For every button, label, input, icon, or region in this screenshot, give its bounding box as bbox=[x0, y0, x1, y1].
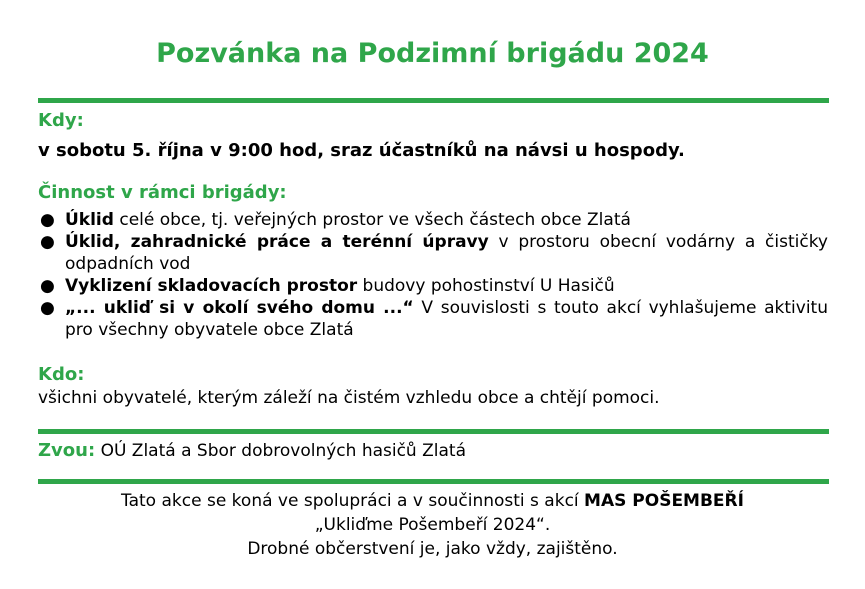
item-text: V souvislosti s touto akcí vyhlašujeme aktivitu pro všechny obyvatele obce Zlatá bbox=[65, 298, 828, 340]
divider-top bbox=[38, 98, 829, 103]
item-bold: Úklid, zahradnické práce a terénní úpravy bbox=[65, 232, 489, 252]
footer-line-1 bbox=[0, 489, 865, 513]
when-heading: Kdy: bbox=[38, 110, 84, 131]
bullet-icon: ● bbox=[40, 210, 55, 230]
activities-heading: Činnost v rámci brigády: bbox=[38, 182, 287, 203]
bullet-icon: ● bbox=[40, 232, 55, 252]
footer-line-3: Drobné občerstvení je, jako vždy, zajištěno. bbox=[247, 539, 618, 559]
list-item bbox=[38, 297, 828, 341]
who-heading: Kdo: bbox=[38, 364, 85, 385]
when-text: v sobotu 5. října v 9:00 hod, sraz účastníků na návsi u hospody. bbox=[38, 140, 685, 161]
item-text: budovy pohostinství U Hasičů bbox=[357, 276, 615, 296]
footer-line-2: „Ukliďme Pošembeří 2024“. bbox=[314, 515, 551, 535]
activities-list bbox=[38, 209, 828, 341]
invite-text: OÚ Zlatá a Sbor dobrovolných hasičů Zlatá bbox=[95, 441, 466, 461]
bullet-icon: ● bbox=[40, 298, 55, 318]
divider-bottom bbox=[38, 479, 829, 484]
invite-label: Zvou: bbox=[38, 440, 96, 461]
divider-middle bbox=[38, 429, 829, 434]
page-title: Pozvánka na Podzimní brigádu 2024 bbox=[156, 38, 709, 69]
item-bold: Vyklizení skladovacích prostor bbox=[65, 276, 358, 296]
list-item bbox=[38, 209, 828, 231]
item-text: celé obce, tj. veřejných prostor ve všech částech obce Zlatá bbox=[113, 210, 631, 230]
item-bold: Úklid bbox=[65, 210, 114, 230]
list-item bbox=[38, 275, 828, 297]
bullet-icon: ● bbox=[40, 276, 55, 296]
who-text: všichni obyvatelé, kterým záleží na čistém vzhledu obce a chtějí pomoci. bbox=[38, 388, 660, 408]
invite-line bbox=[38, 440, 466, 461]
list-item bbox=[38, 231, 828, 275]
footer-text: Tato akce se koná ve spolupráci a v součinnosti s akcí bbox=[121, 491, 585, 511]
item-bold: „... ukliď si v okolí svého domu ...“ bbox=[65, 298, 414, 318]
item-text: v prostoru obecní vodárny a čističky odpadních vod bbox=[65, 232, 828, 274]
footer-bold: MAS POŠEMBEŘÍ bbox=[584, 491, 744, 511]
